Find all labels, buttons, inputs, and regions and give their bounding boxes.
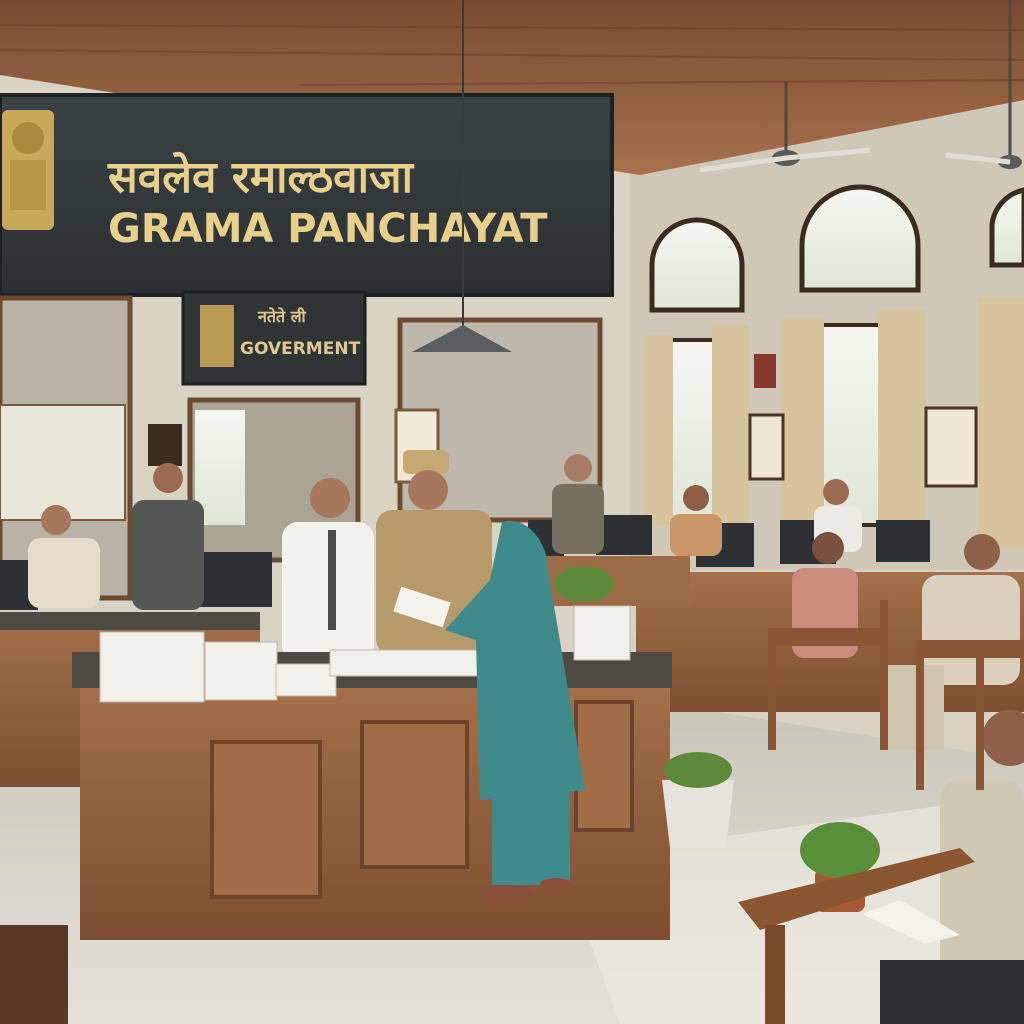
sign-title-text: GRAMA PANCHAYAT <box>108 206 548 252</box>
counter-plant <box>554 566 614 602</box>
foreground-chair-left <box>0 925 68 1024</box>
government-sign-hindi: नतेते ली <box>258 307 306 326</box>
notice-board <box>0 405 125 520</box>
small-frame <box>754 354 776 388</box>
framed-notice-far-right <box>926 408 976 486</box>
main-sign-board <box>0 95 612 295</box>
government-sign-text: GOVERMENT <box>240 339 361 359</box>
government-sign <box>183 292 365 384</box>
left-desk-top <box>0 612 260 630</box>
national-emblem-icon <box>2 110 54 230</box>
sign-hindi-text: सवलेव रमाल्ठवाजा <box>108 152 414 203</box>
wall-frame <box>148 424 182 466</box>
emblem-icon <box>200 305 234 367</box>
framed-notice-right <box>750 415 783 479</box>
potted-plant <box>662 752 734 848</box>
